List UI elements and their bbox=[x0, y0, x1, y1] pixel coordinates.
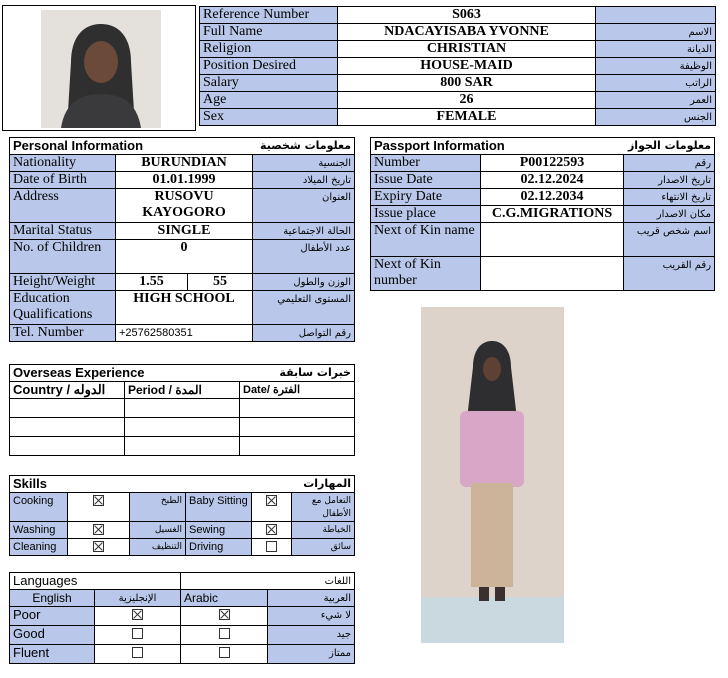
column-period: Period / المدة bbox=[125, 382, 240, 399]
tel-value: +25762580351 bbox=[116, 325, 253, 342]
children-value: 0 bbox=[116, 240, 253, 274]
column-country: Country / الدوله bbox=[10, 382, 125, 399]
arabic-good-checkbox[interactable] bbox=[219, 628, 230, 639]
table-row bbox=[10, 399, 355, 418]
section-header bbox=[10, 138, 355, 155]
salary-label: Salary bbox=[200, 75, 338, 92]
skills-table bbox=[9, 475, 355, 556]
table-row bbox=[200, 58, 716, 75]
issue-place-label-ar: مكان الاصدار bbox=[624, 206, 715, 223]
age-label-ar: العمر bbox=[596, 92, 716, 109]
issue-date-value: 02.12.2024 bbox=[481, 172, 624, 189]
passport-number-label-ar: رقم bbox=[624, 155, 715, 172]
position-label: Position Desired bbox=[200, 58, 338, 75]
skill-washing-label-ar: الغسيل bbox=[130, 522, 186, 539]
english-fluent-checkbox[interactable] bbox=[132, 647, 143, 658]
passport-info-table bbox=[370, 137, 715, 291]
section-header bbox=[10, 476, 355, 493]
religion-label: Religion bbox=[200, 41, 338, 58]
skill-baby-sitting-label-ar: التعامل مع الأطفال bbox=[292, 493, 355, 522]
sex-value: FEMALE bbox=[338, 109, 596, 126]
table-row bbox=[10, 437, 355, 456]
top-info-table bbox=[199, 6, 716, 126]
height-weight-label-ar: الوزن والطول bbox=[253, 274, 355, 291]
kin-name-label-ar: اسم شخص قريب bbox=[624, 223, 715, 257]
skill-washing-checkbox[interactable] bbox=[93, 524, 104, 535]
skill-cooking-checkbox[interactable] bbox=[93, 495, 104, 506]
education-label: Education Qualifications bbox=[10, 291, 116, 325]
skill-washing-label: Washing bbox=[10, 522, 68, 539]
section-header bbox=[10, 365, 355, 382]
kin-number-value bbox=[481, 257, 624, 291]
english-good-checkbox[interactable] bbox=[132, 628, 143, 639]
full-name-label: Full Name bbox=[200, 24, 338, 41]
position-value: HOUSE-MAID bbox=[338, 58, 596, 75]
table-row bbox=[10, 493, 355, 522]
salary-label-ar: الراتب bbox=[596, 75, 716, 92]
skill-cooking-label-ar: الطبخ bbox=[130, 493, 186, 522]
languages-table bbox=[9, 572, 355, 664]
portrait-photo bbox=[41, 10, 161, 128]
expiry-date-value: 02.12.2034 bbox=[481, 189, 624, 206]
address-label: Address bbox=[10, 189, 116, 223]
table-row bbox=[10, 155, 355, 172]
level-good-label: Good bbox=[10, 626, 95, 645]
table-row bbox=[10, 539, 355, 556]
table-row bbox=[200, 24, 716, 41]
skill-cooking-label: Cooking bbox=[10, 493, 68, 522]
expiry-date-label: Expiry Date bbox=[371, 189, 481, 206]
english-column: English bbox=[10, 590, 95, 607]
level-fluent-label: Fluent bbox=[10, 645, 95, 664]
table-header-row bbox=[10, 590, 355, 607]
nationality-label: Nationality bbox=[10, 155, 116, 172]
weight-value: 55 bbox=[188, 274, 253, 291]
skill-sewing-checkbox[interactable] bbox=[266, 524, 277, 535]
children-label: No. of Children bbox=[10, 240, 116, 274]
full-name-label-ar: الاسم bbox=[596, 24, 716, 41]
height-value: 1.55 bbox=[116, 274, 188, 291]
table-row bbox=[10, 240, 355, 274]
table-row bbox=[200, 7, 716, 24]
table-row bbox=[10, 291, 355, 325]
religion-label-ar: الديانة bbox=[596, 41, 716, 58]
skill-cleaning-label: Cleaning bbox=[10, 539, 68, 556]
table-row bbox=[200, 75, 716, 92]
kin-name-label: Next of Kin name bbox=[371, 223, 481, 257]
table-row bbox=[371, 257, 715, 291]
level-poor-label: Poor bbox=[10, 607, 95, 626]
column-date: Date/ الفترة bbox=[240, 382, 355, 399]
table-row bbox=[10, 223, 355, 240]
height-weight-label: Height/Weight bbox=[10, 274, 116, 291]
nationality-value: BURUNDIAN bbox=[116, 155, 253, 172]
tel-label-ar: رقم التواصل bbox=[253, 325, 355, 342]
education-value: HIGH SCHOOL bbox=[116, 291, 253, 325]
education-label-ar: المستوى التعليمي bbox=[253, 291, 355, 325]
overseas-experience-table bbox=[9, 364, 355, 456]
table-row bbox=[10, 522, 355, 539]
level-good-label-ar: جيد bbox=[268, 626, 355, 645]
skill-baby-sitting-checkbox[interactable] bbox=[266, 495, 277, 506]
table-row bbox=[371, 206, 715, 223]
section-header bbox=[10, 573, 355, 590]
skills-title: Skills bbox=[13, 476, 47, 491]
languages-title: Languages bbox=[10, 573, 181, 590]
table-row bbox=[10, 645, 355, 664]
religion-value: CHRISTIAN bbox=[338, 41, 596, 58]
arabic-column-ar: العربية bbox=[268, 590, 355, 607]
marital-label: Marital Status bbox=[10, 223, 116, 240]
kin-name-value bbox=[481, 223, 624, 257]
position-label-ar: الوظيفة bbox=[596, 58, 716, 75]
kin-number-label-ar: رقم القريب bbox=[624, 257, 715, 291]
reference-label: Reference Number bbox=[200, 7, 338, 24]
issue-date-label: Issue Date bbox=[371, 172, 481, 189]
dob-value: 01.01.1999 bbox=[116, 172, 253, 189]
table-row bbox=[10, 607, 355, 626]
arabic-poor-checkbox[interactable] bbox=[219, 609, 230, 620]
kin-number-label: Next of Kin number bbox=[371, 257, 481, 291]
arabic-fluent-checkbox[interactable] bbox=[219, 647, 230, 658]
skill-baby-sitting-label: Baby Sitting bbox=[186, 493, 252, 522]
skill-cleaning-checkbox[interactable] bbox=[93, 541, 104, 552]
skill-sewing-label: Sewing bbox=[186, 522, 252, 539]
marital-value: SINGLE bbox=[116, 223, 253, 240]
section-header bbox=[371, 138, 715, 155]
portrait-photo-frame bbox=[2, 5, 196, 131]
personal-info-title-ar: معلومات شخصية bbox=[260, 139, 352, 152]
overseas-title: Overseas Experience bbox=[13, 365, 145, 380]
level-fluent-label-ar: ممتاز bbox=[268, 645, 355, 664]
table-row bbox=[371, 223, 715, 257]
skill-sewing-label-ar: الخياطة bbox=[292, 522, 355, 539]
reference-value: S063 bbox=[338, 7, 596, 24]
table-row bbox=[200, 41, 716, 58]
table-row bbox=[200, 92, 716, 109]
full-name-value: NDACAYISABA YVONNE bbox=[338, 24, 596, 41]
personal-info-table bbox=[9, 137, 355, 342]
issue-date-label-ar: تاريخ الاصدار bbox=[624, 172, 715, 189]
issue-place-value: C.G.MIGRATIONS bbox=[481, 206, 624, 223]
skill-driving-label: Driving bbox=[186, 539, 252, 556]
skill-driving-label-ar: سائق bbox=[292, 539, 355, 556]
address-label-ar: العنوان bbox=[253, 189, 355, 223]
address-value: RUSOVU KAYOGORO bbox=[116, 189, 253, 223]
expiry-date-label-ar: تاريخ الانتهاء bbox=[624, 189, 715, 206]
skill-driving-checkbox[interactable] bbox=[266, 541, 277, 552]
table-row bbox=[371, 155, 715, 172]
table-row bbox=[10, 172, 355, 189]
full-body-photo bbox=[421, 307, 564, 643]
age-value: 26 bbox=[338, 92, 596, 109]
skill-cleaning-label-ar: التنظيف bbox=[130, 539, 186, 556]
age-label: Age bbox=[200, 92, 338, 109]
personal-info-title: Personal Information bbox=[13, 138, 144, 153]
english-poor-checkbox[interactable] bbox=[132, 609, 143, 620]
table-row bbox=[10, 189, 355, 223]
english-column-ar: الإنجليزية bbox=[95, 590, 181, 607]
marital-label-ar: الحالة الاجتماعية bbox=[253, 223, 355, 240]
skills-title-ar: المهارات bbox=[303, 477, 352, 490]
overseas-title-ar: خبرات سابقة bbox=[279, 366, 351, 379]
tel-label: Tel. Number bbox=[10, 325, 116, 342]
table-row bbox=[371, 189, 715, 206]
passport-info-title-ar: معلومات الجواز bbox=[627, 139, 712, 152]
table-row bbox=[10, 325, 355, 342]
nationality-label-ar: الجنسية bbox=[253, 155, 355, 172]
table-row bbox=[10, 626, 355, 645]
table-row bbox=[10, 274, 355, 291]
table-row bbox=[371, 172, 715, 189]
sex-label: Sex bbox=[200, 109, 338, 126]
table-header-row bbox=[10, 382, 355, 399]
level-poor-label-ar: لا شيء bbox=[268, 607, 355, 626]
salary-value: 800 SAR bbox=[338, 75, 596, 92]
sex-label-ar: الجنس bbox=[596, 109, 716, 126]
languages-title-ar: اللغات bbox=[181, 573, 355, 590]
table-row bbox=[10, 418, 355, 437]
passport-number-value: P00122593 bbox=[481, 155, 624, 172]
dob-label: Date of Birth bbox=[10, 172, 116, 189]
passport-number-label: Number bbox=[371, 155, 481, 172]
table-row bbox=[200, 109, 716, 126]
arabic-column: Arabic bbox=[181, 590, 268, 607]
issue-place-label: Issue place bbox=[371, 206, 481, 223]
children-label-ar: عدد الأطفال bbox=[253, 240, 355, 274]
dob-label-ar: تاريخ الميلاد bbox=[253, 172, 355, 189]
passport-info-title: Passport Information bbox=[374, 138, 505, 153]
reference-label-ar bbox=[596, 7, 716, 24]
